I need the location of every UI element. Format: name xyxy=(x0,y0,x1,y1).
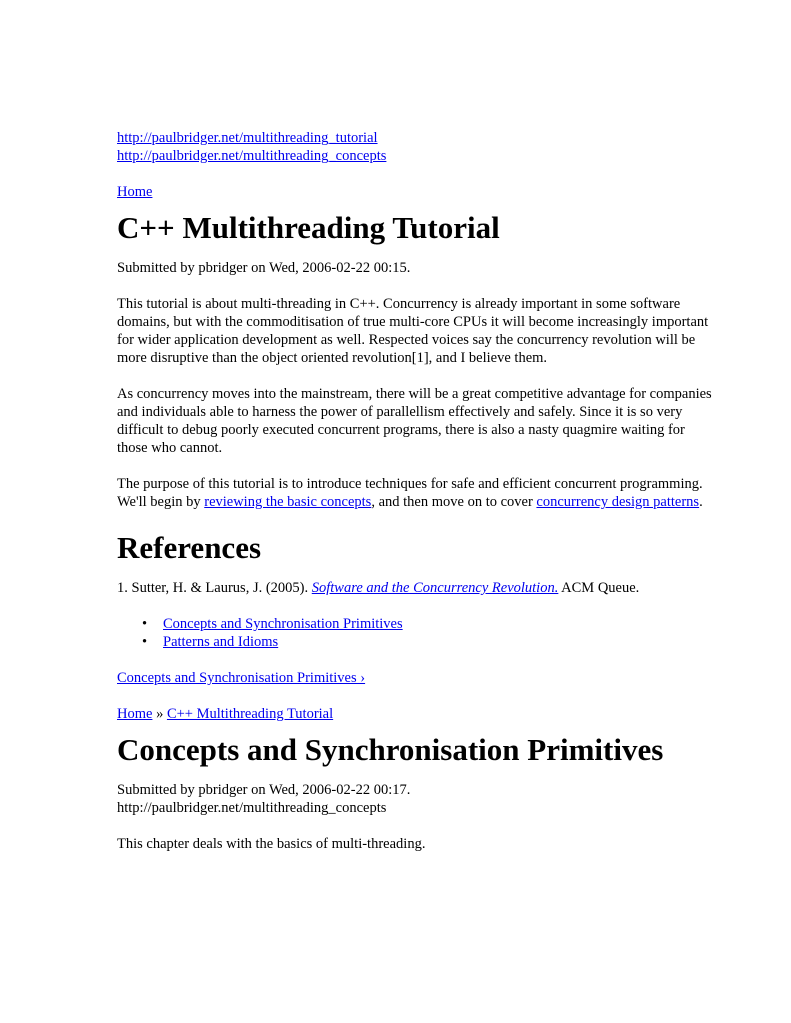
list-item xyxy=(142,633,717,651)
chapter-link-concepts[interactable]: Concepts and Synchronisation Primitives xyxy=(163,616,403,632)
breadcrumb xyxy=(117,705,717,723)
references-heading: References xyxy=(117,530,262,565)
source-urls xyxy=(117,129,717,165)
basic-concepts-link[interactable]: reviewing the basic concepts xyxy=(204,494,372,510)
intro-paragraph: This tutorial is about multi-threading in C++. Concurrency is already important in some software domains, but with the commoditisation of true multi-core CPUs it will become increasingly important for wider application development as well. Respected voices say the concurrency revolution will be more disruptive than the object oriented revolution[1], and I believe them. xyxy=(117,296,709,366)
chapter-title: Concepts and Synchronisation Primitives xyxy=(117,732,664,767)
reference-authors: 1. Sutter, H. & Laurus, J. (2005). xyxy=(117,580,312,596)
reference-article-title: Software and the Concurrency Revolution. xyxy=(311,580,559,596)
bullet-icon: • xyxy=(142,634,148,650)
purpose-text-end: . xyxy=(699,494,703,510)
purpose-paragraph xyxy=(117,475,717,511)
bullet-icon: • xyxy=(142,616,148,632)
design-patterns-link[interactable]: concurrency design patterns xyxy=(536,494,700,510)
purpose-text-middle: , and then move on to cover xyxy=(371,494,537,510)
chapter-meta xyxy=(117,781,717,817)
reference-item xyxy=(117,579,717,597)
source-url-concepts[interactable]: http://paulbridger.net/multithreading_concepts xyxy=(117,148,387,164)
list-item xyxy=(142,615,717,633)
reference-journal: ACM Queue. xyxy=(558,580,640,596)
source-url-tutorial[interactable]: http://paulbridger.net/multithreading_tutorial xyxy=(117,130,378,146)
chapter-link-patterns[interactable]: Patterns and Idioms xyxy=(163,634,279,650)
page-title: C++ Multithreading Tutorial xyxy=(117,210,500,245)
chapter-intro: This chapter deals with the basics of multi-threading. xyxy=(117,836,426,852)
chapter-submitted-info: Submitted by pbridger on Wed, 2006-02-22 00:17. xyxy=(117,782,411,798)
chapter-list xyxy=(117,615,717,651)
next-page-link[interactable]: Concepts and Synchronisation Primitives › xyxy=(117,670,366,686)
reference-article-link[interactable] xyxy=(312,580,559,596)
mainstream-paragraph: As concurrency moves into the mainstream, there will be a great competitive advantage for companies and individuals able to harness the power of parallellism effectively and safely. Since it is so very difficult to debug poorly executed concurrent programs, there is also a nasty quagmire waiting for those who cannot. xyxy=(117,386,712,456)
page-content xyxy=(117,129,717,871)
breadcrumb-home-link[interactable]: Home xyxy=(117,706,153,722)
chapter-url: http://paulbridger.net/multithreading_concepts xyxy=(117,800,387,816)
purpose-text-start: The purpose of this tutorial is to introduce techniques for safe and efficient concurrent programming. We'll begin by xyxy=(117,476,703,510)
submitted-info: Submitted by pbridger on Wed, 2006-02-22 00:15. xyxy=(117,260,411,276)
home-link[interactable]: Home xyxy=(117,184,153,200)
breadcrumb-separator: » xyxy=(152,706,167,722)
breadcrumb-tutorial-link[interactable]: C++ Multithreading Tutorial xyxy=(166,706,334,722)
